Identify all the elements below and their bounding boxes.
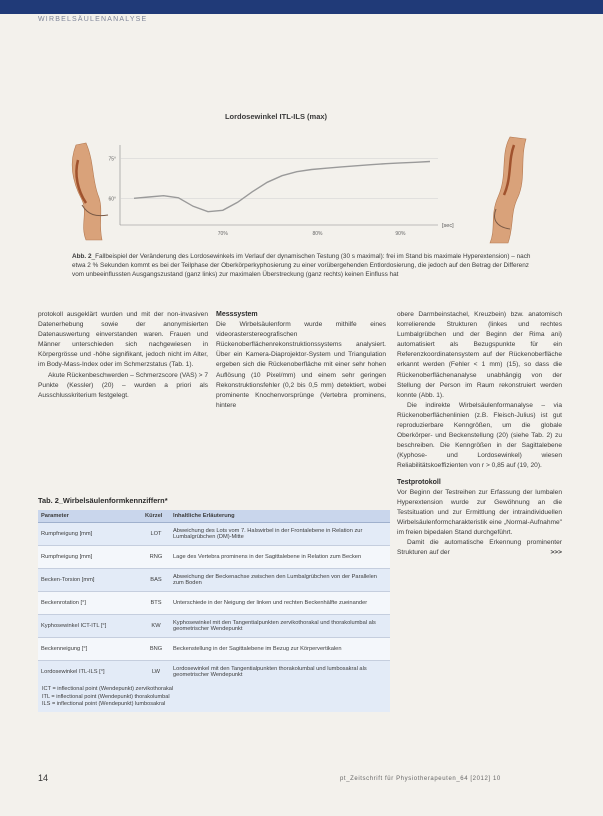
- left-body-illustration: [72, 143, 108, 240]
- figure-caption: [72, 252, 542, 280]
- table-cell: Lordosewinkel mit den Tangentialpunkten thorakolumbal und lumbosakral als geometrischer Wendepunkt: [170, 661, 390, 684]
- table-header-cell: Inhaltliche Erläuterung: [170, 510, 390, 523]
- table-row: [38, 615, 390, 638]
- table-cell: LOT: [142, 523, 170, 546]
- table-cell: Abweichung der Beckenachse zwischen den Lumbalgrübchen von der Parallelen zum Boden: [170, 569, 390, 592]
- table-cell: Unterschiede in der Neigung der linken und rechten Beckenhälfte zueinander: [170, 592, 390, 615]
- header-bar: [0, 0, 603, 14]
- table-cell: Kyphosewinkel ICT-ITL [°]: [38, 615, 142, 638]
- table-cell: LW: [142, 661, 170, 684]
- table-note: ITL = inflectional point (Wendepunkt) thorakolumbal: [42, 693, 170, 700]
- table-cell: BAS: [142, 569, 170, 592]
- table-cell: BTS: [142, 592, 170, 615]
- table-cell: Beckenneigung [°]: [38, 638, 142, 661]
- table-cell: Beckenrotation [°]: [38, 592, 142, 615]
- journal-footer: pt_Zeitschrift für Physiotherapeuten_64 [2012] 10: [340, 776, 501, 782]
- chart-series-line: [134, 162, 430, 212]
- paragraph-text: Damit die automatische Erkennung prominenter Strukturen auf der: [397, 539, 562, 557]
- table-cell: Abweichung des Lots vom 7. Halswirbel in der Frontalebene in Relation zur Lumbalgrübchen (DM)-Mitte: [170, 523, 390, 546]
- parameter-table: [38, 510, 390, 684]
- table-title: Tab. 2_Wirbelsäulenformkennziffern*: [38, 496, 168, 505]
- table-header-row: [38, 510, 390, 523]
- section-label: WIRBELSÄULENANALYSE: [38, 16, 148, 23]
- table-row: [38, 638, 390, 661]
- page-number: 14: [38, 773, 49, 783]
- table-cell: Rumpfneigung [mm]: [38, 523, 142, 546]
- paragraph: [397, 538, 562, 558]
- y-tick-label: 75°: [108, 156, 116, 163]
- caption-label: Abb. 2: [72, 253, 92, 260]
- x-tick-label: 90%: [395, 231, 406, 237]
- table-cell: RNG: [142, 546, 170, 569]
- x-tick-label: 80%: [312, 231, 323, 237]
- table-cell: KW: [142, 615, 170, 638]
- paragraph: Akute Rückenbeschwerden – Schmerzscore (VAS) > 7 Punkte (Kessler) (20) – wurden a priori als Ausschlusskriterium festgelegt.: [38, 371, 208, 399]
- paragraph: Die Wirbelsäulenform wurde mithilfe eines videorasterstereografischen Rückenoberflächenrekonstruktionssystems analysiert. Über ein Kamera-Diaprojektor-System und Triangulation ergeben sich die Rückenoberfläche mit einer sehr hohen Auflösung (10 Pixel/mm) und einem sehr geringen Rekonstruktionsfehler (0,2 bis 0,5 mm) detektiert, wobei prominente Knochenvorsprünge (Vertebra prominens, hintere: [216, 321, 386, 409]
- table-row: [38, 546, 390, 569]
- continue-marker: >>>: [550, 549, 562, 557]
- chart-grid: [120, 158, 438, 198]
- x-unit-label: [sec]: [442, 223, 454, 229]
- table-note: ILS = inflectional point (Wendepunkt) lumbosakral: [42, 701, 166, 707]
- text-column-1: [38, 310, 208, 401]
- section-heading-messsystem: Messsystem: [216, 311, 258, 318]
- x-tick-label: 70%: [217, 231, 228, 237]
- table-cell: Becken-Torsion [mm]: [38, 569, 142, 592]
- text-column-3: [397, 310, 562, 558]
- table-cell: Beckenstellung in der Sagittalebene im Bezug zur Körpervertikalen: [170, 638, 390, 661]
- table-row: [38, 661, 390, 684]
- table-cell: BNG: [142, 638, 170, 661]
- text-column-2: [216, 310, 386, 411]
- table-notes: [38, 683, 390, 712]
- paragraph: protokoll ausgeklärt wurden und mit der non-invasiven Datenerhebung sowie der anonymisierten Datenauswertung einverstanden waren. Frauen und Männer unterschieden sich nachgewiesen in Körpergrösse und -höhe signifikant, jedoch nicht im Alter, im Body-Mass-Index oder im Schmerzstatus (Tab. 1).: [38, 311, 208, 369]
- table-header-cell: Kürzel: [142, 510, 170, 523]
- table-cell: Lage des Vertebra prominens in der Sagittalebene in Relation zum Becken: [170, 546, 390, 569]
- y-tick-label: 60°: [108, 196, 116, 203]
- paragraph: obere Darmbeinstachel, Kreuzbein) bzw. anatomisch korrelierende Strukturen (linkes und rechtes Lumbalgrübchen und der Beginn der Rima ani) automatisiert als Bezugspunkte für ein Referenzkoordinatensystem auf der Rückenoberfläche erkannt werden (Fehler < 1 mm) (15), so dass die Rückenoberflächenanalyse unabhängig von der Stellung der Person im Raum rekonstruiert werden konnte (Abb. 1).: [397, 311, 562, 399]
- figure-chart: [38, 105, 558, 255]
- section-heading-testprotokoll: Testprotokoll: [397, 478, 441, 486]
- table-row: [38, 523, 390, 546]
- table-note: ICT = inflectional point (Wendepunkt) zervikothorakal: [42, 686, 174, 692]
- table-cell: Rumpfneigung [mm]: [38, 546, 142, 569]
- paragraph: Die indirekte Wirbelsäulenformanalyse – via Rückenoberflächenlinien (z.B. Fleisch-Julius) ist gut reproduzierbare Kenngrößen, um die globale Oberkörper- und Beckenstellung (20) (siehe Tab. 2) zu beschreiben. Die Kenngrößen in der Sagittalebene (Kyphose- und Lordosewinkel) wiesen Reliabilitätskoeffizienten von r > 0,85 auf (19, 20).: [397, 401, 562, 470]
- caption-text: _Fallbeispiel der Veränderung des Lordosewinkels im Verlauf der dynamischen Testung (30 s maximal): frei im Stand bis maximale Hyperextension) – nach etwa 2 % Sekunden kommt es bei der Teilphase der Oberkörperkyphosierung zu einer vorübergehenden Entlordosierung, die jedoch auf den Betrag der Differenz vom unbeeinflussten Ausgangszustand (ganz links) zur maximalen Überstreckung (ganz rechts) keinen Einfluss hat: [72, 253, 531, 279]
- table-row: [38, 592, 390, 615]
- table-row: [38, 569, 390, 592]
- table-cell: Kyphosewinkel mit den Tangentialpunkten zervikothorakal und thorakolumbal als geometrischer Wendepunkt: [170, 615, 390, 638]
- chart-title: Lordosewinkel ITL-ILS (max): [224, 112, 328, 121]
- table-header-cell: Parameter: [38, 510, 142, 523]
- table-cell: Lordosewinkel ITL-ILS [°]: [38, 661, 142, 684]
- right-body-illustration: [490, 137, 526, 243]
- paragraph: Vor Beginn der Testreihen zur Erfassung der lumbalen Hyperextension wurde zur Gewöhnung an die Testsituation und zur Ermittlung der intraindividuellen Wirbelsäulenformcharakteristik eine „Normal-Aufnahme" im freien bipedalen Stand durchgeführt.: [397, 488, 562, 536]
